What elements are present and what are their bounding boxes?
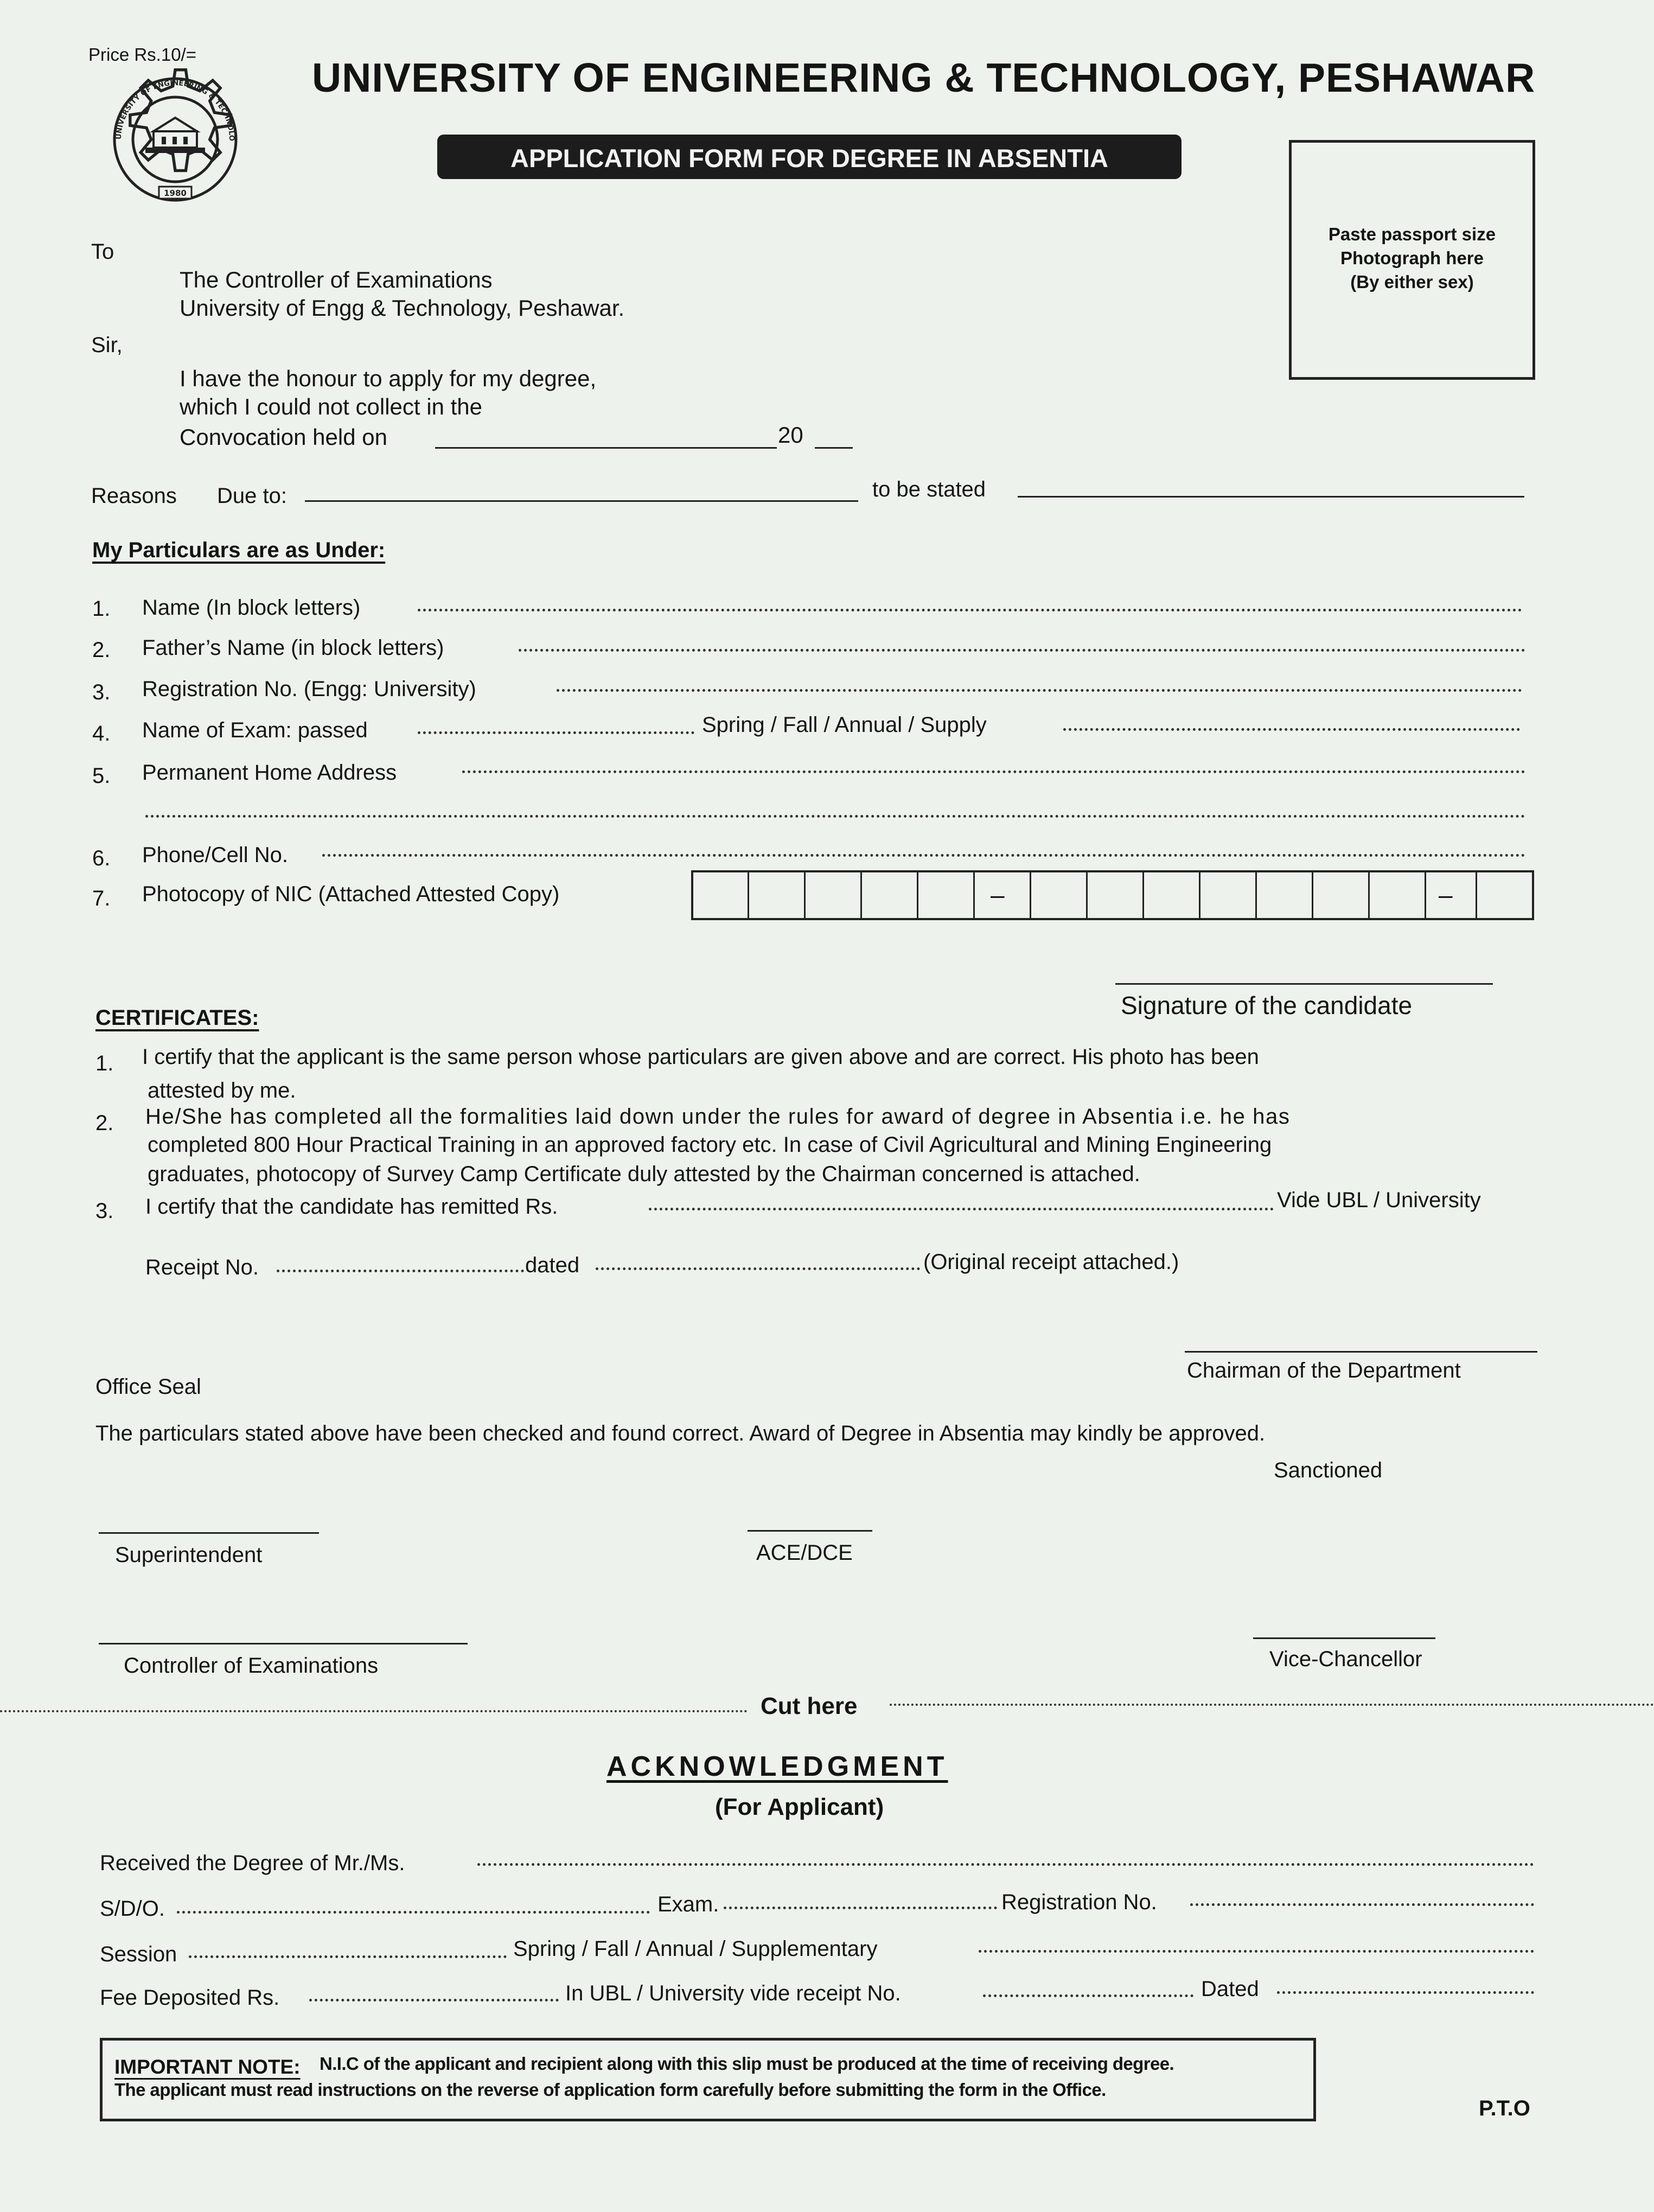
important-note-box	[100, 2038, 1316, 2121]
particular-num: 4.	[92, 722, 111, 745]
certificates-heading: CERTIFICATES:	[95, 1006, 259, 1030]
certificate-num: 2.	[95, 1111, 114, 1135]
nic-box-divider	[1030, 872, 1031, 918]
certificate-text: I certify that the applicant is the same person whose particulars are given above and are correct. His photo has been	[142, 1045, 1259, 1069]
ace-dce-signature-line[interactable]	[748, 1530, 872, 1532]
year-prefix: 20	[778, 422, 803, 448]
nic-box-divider	[1142, 872, 1144, 918]
svg-text:UNIVERSITY OF ENGINEERING & TE: UNIVERSITY OF ENGINEERING & TECHNOLO	[114, 79, 236, 142]
important-note-line-1: N.I.C of the applicant and recipient along with this slip must be produced at the time of receiving degree.	[320, 2054, 1174, 2074]
exam-field[interactable]	[724, 1907, 997, 1909]
registration-field[interactable]	[557, 689, 1522, 692]
cut-line-right	[890, 1704, 1654, 1706]
nic-box-divider	[917, 872, 918, 918]
address-field[interactable]	[462, 770, 1525, 773]
addressee-line-1: The Controller of Examinations	[180, 267, 493, 292]
certificate-num: 3.	[95, 1199, 114, 1223]
ace-dce-label: ACE/DCE	[756, 1541, 853, 1565]
particular-label: Permanent Home Address	[142, 761, 397, 785]
signature-label: Signature of the candidate	[1121, 991, 1413, 1019]
session-field[interactable]	[189, 1955, 507, 1958]
dated-label: dated	[525, 1253, 580, 1277]
certificate-text: graduates, photocopy of Survey Camp Certificate duly attested by the Chairman concerned is attached.	[148, 1162, 1140, 1186]
to-be-stated-field[interactable]	[1018, 496, 1524, 498]
particular-label: Name (In block letters)	[142, 596, 361, 620]
nic-box-divider	[1476, 872, 1477, 918]
convocation-year-field[interactable]	[815, 447, 853, 449]
chairman-signature-line[interactable]	[1185, 1351, 1537, 1353]
exam-session-label: Spring / Fall / Annual / Supply	[702, 713, 987, 737]
session-label: Session	[100, 1942, 177, 1966]
registration-label: Registration No.	[1001, 1890, 1157, 1914]
fee-field[interactable]	[309, 1999, 559, 2001]
office-statement: The particulars stated above have been checked and found correct. Award of Degree in Absentia may kindly be approved.	[95, 1421, 1266, 1445]
due-to-label: Due to:	[217, 484, 287, 508]
nic-box-divider	[1086, 872, 1088, 918]
particular-num: 7.	[92, 887, 111, 910]
reasons-field[interactable]	[305, 500, 858, 502]
important-note-line-2: The applicant must read instructions on the reverse of application form carefully before submitting the form in the Office.	[114, 2080, 1106, 2100]
convocation-date-field[interactable]	[435, 447, 777, 449]
superintendent-signature-line[interactable]	[99, 1532, 319, 1534]
certificate-text: He/She has completed all the formalities laid down under the rules for award of degree in Absentia i.e. he has	[145, 1105, 1291, 1129]
university-title: UNIVERSITY OF ENGINEERING & TECHNOLOGY, PESHAWAR	[312, 55, 1536, 100]
in-ubl-label: In UBL / University vide receipt No.	[565, 1981, 901, 2005]
body-line-1: I have the honour to apply for my degree,	[180, 366, 597, 391]
session-type-field[interactable]	[979, 1950, 1534, 1953]
particular-label: Photocopy of NIC (Attached Attested Copy)	[142, 882, 560, 906]
photo-box-line: (By either sex)	[1350, 272, 1474, 292]
signature-line[interactable]	[1115, 983, 1493, 985]
certificate-text: Vide UBL / University	[1277, 1188, 1481, 1212]
nic-dash: –	[991, 881, 1005, 909]
receipt-no-field[interactable]	[277, 1270, 524, 1272]
nic-box-divider	[1255, 872, 1257, 918]
sdo-label: S/D/O.	[100, 1897, 165, 1921]
vice-chancellor-signature-line[interactable]	[1253, 1637, 1435, 1639]
acknowledgment-title: ACKNOWLEDGMENT	[606, 1751, 948, 1782]
pto-label: P.T.O	[1479, 2096, 1530, 2120]
ack-dated-label: Dated	[1201, 1977, 1259, 2001]
svg-text:1980: 1980	[164, 188, 187, 198]
nic-box-divider	[1368, 872, 1370, 918]
nic-box-divider	[860, 872, 862, 918]
name-field[interactable]	[418, 609, 1522, 611]
ack-registration-field[interactable]	[1190, 1903, 1534, 1906]
particulars-heading: My Particulars are as Under:	[92, 538, 386, 562]
certificate-text: completed 800 Hour Practical Training in an approved factory etc. In case of Civil Agricultural and Mining Engineering	[148, 1133, 1272, 1157]
nic-boxes[interactable]	[691, 870, 1534, 920]
phone-field[interactable]	[322, 854, 1525, 857]
certificate-text: attested by me.	[148, 1079, 296, 1102]
office-seal-label: Office Seal	[95, 1375, 201, 1399]
sanctioned-label: Sanctioned	[1274, 1458, 1383, 1482]
certificate-num: 1.	[95, 1051, 114, 1075]
nic-box-divider	[1199, 872, 1200, 918]
particular-num: 3.	[92, 680, 111, 704]
ack-receipt-field[interactable]	[983, 1994, 1193, 1997]
receipt-date-field[interactable]	[596, 1267, 920, 1270]
amount-field[interactable]	[649, 1208, 1274, 1210]
body-line-2: which I could not collect in the	[180, 394, 482, 419]
salutation: Sir,	[91, 333, 123, 357]
fee-label: Fee Deposited Rs.	[100, 1986, 280, 2010]
particular-num: 2.	[92, 638, 111, 662]
form-title-banner	[437, 135, 1182, 179]
received-name-field[interactable]	[477, 1863, 1534, 1866]
important-note-label: IMPORTANT NOTE:	[114, 2056, 301, 2078]
receipt-label: Receipt No.	[145, 1255, 259, 1279]
cut-here-label: Cut here	[761, 1693, 858, 1719]
photo-box	[1289, 140, 1535, 380]
particular-label: Registration No. (Engg: University)	[142, 677, 476, 701]
exam-passed-field[interactable]	[418, 731, 694, 734]
certificate-text: I certify that the candidate has remitted Rs.	[145, 1195, 558, 1219]
ack-date-field[interactable]	[1277, 1991, 1534, 1994]
superintendent-label: Superintendent	[115, 1543, 263, 1567]
vice-chancellor-label: Vice-Chancellor	[1269, 1647, 1422, 1671]
address-field-line-2[interactable]	[145, 815, 1525, 818]
nic-dash: –	[1439, 881, 1453, 909]
nic-box-divider	[1312, 872, 1313, 918]
nic-box-divider	[1425, 872, 1426, 918]
acknowledgment-subtitle: (For Applicant)	[715, 1794, 884, 1820]
particular-label: Name of Exam: passed	[142, 718, 368, 742]
session-types-label: Spring / Fall / Annual / Supplementary	[513, 1937, 878, 1961]
to-be-stated-label: to be stated	[872, 477, 986, 501]
nic-box-divider	[804, 872, 806, 918]
original-receipt-label: (Original receipt attached.)	[923, 1250, 1179, 1274]
addressee-line-2: University of Engg & Technology, Peshawar.	[180, 295, 625, 321]
university-seal-icon	[80, 55, 270, 224]
father-name-field[interactable]	[519, 649, 1525, 652]
particular-label: Phone/Cell No.	[142, 843, 289, 867]
controller-signature-line[interactable]	[99, 1643, 468, 1644]
to-label: To	[91, 240, 114, 264]
particular-num: 5.	[92, 764, 111, 788]
received-label: Received the Degree of Mr./Ms.	[100, 1851, 405, 1875]
sdo-field[interactable]	[177, 1911, 650, 1914]
exam-label: Exam.	[657, 1892, 719, 1916]
particular-num: 6.	[92, 846, 111, 870]
photo-box-line: Photograph here	[1340, 248, 1484, 268]
cut-line-left	[0, 1710, 748, 1712]
form-title: APPLICATION FORM FOR DEGREE IN ABSENTIA	[510, 144, 1108, 173]
chairman-label: Chairman of the Department	[1187, 1359, 1461, 1382]
nic-box-divider	[973, 872, 975, 918]
photo-box-line: Paste passport size	[1328, 224, 1496, 244]
controller-label: Controller of Examinations	[124, 1654, 379, 1678]
exam-session-field[interactable]	[1063, 728, 1520, 731]
particular-num: 1.	[92, 597, 111, 621]
price-label: Price Rs.10/=	[88, 44, 196, 65]
particular-label: Father’s Name (in block letters)	[142, 636, 444, 660]
body-line-3: Convocation held on	[180, 424, 387, 450]
reasons-label: Reasons	[91, 484, 177, 508]
nic-box-divider	[748, 872, 749, 918]
